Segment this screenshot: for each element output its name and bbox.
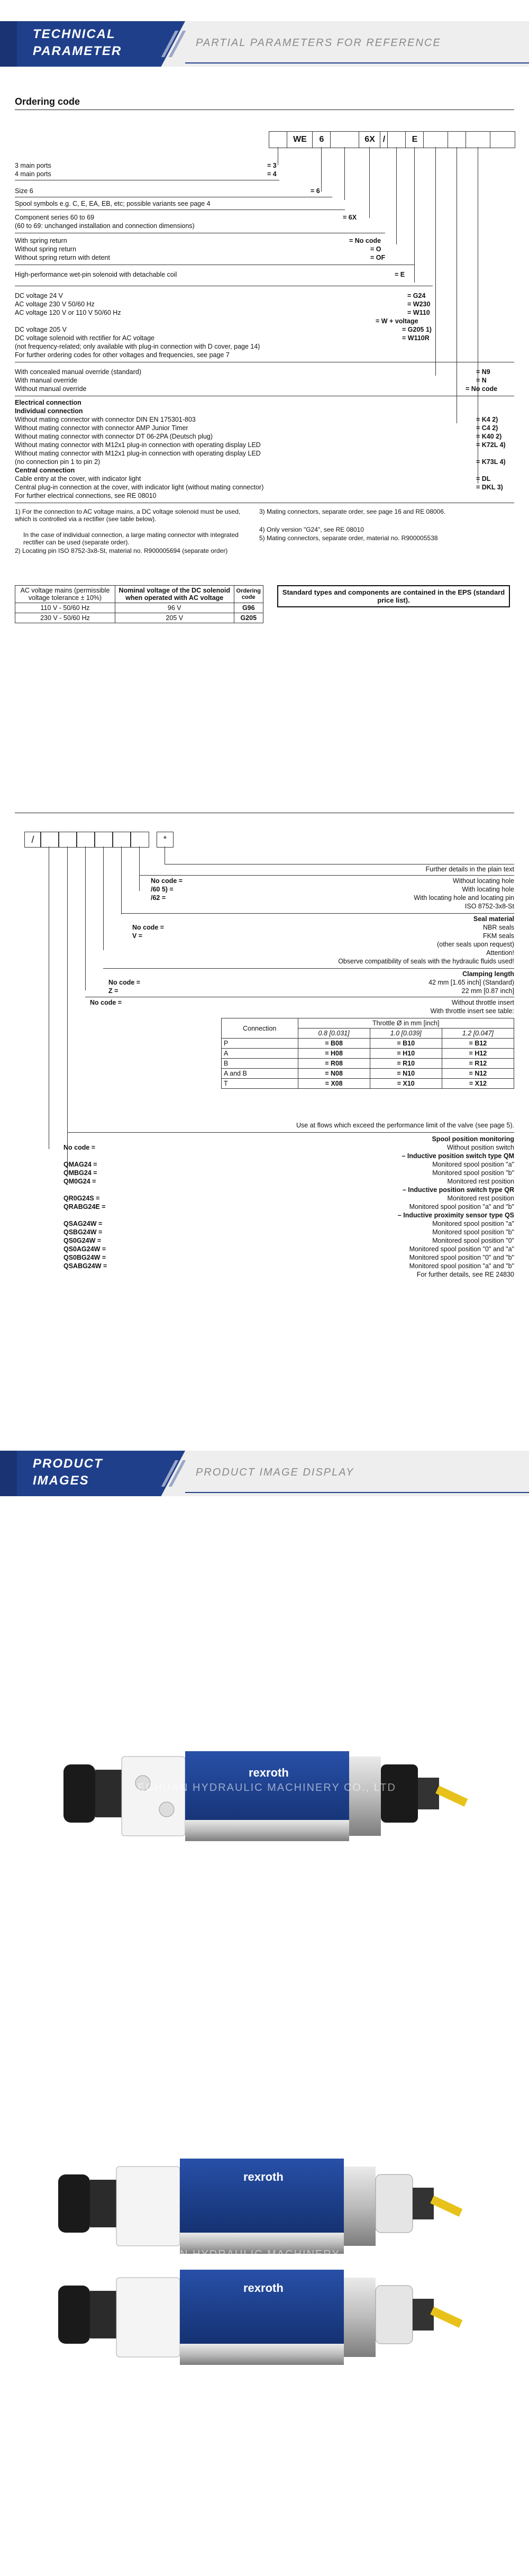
list-item-label: Monitored spool position "0" and "a": [409, 1245, 514, 1253]
list-item-label: Without mating connector with connector DT 06-2PA (Deutsch plug): [15, 433, 213, 440]
list-item-label: 4 main ports: [15, 170, 51, 178]
list-item-label: Monitored spool position "b": [432, 1169, 514, 1177]
code-box-we: WE: [287, 131, 313, 148]
list-item-label: DC voltage solenoid with rectifier for AC voltage: [15, 334, 155, 342]
table-header: 1.2 [0.047]: [442, 1028, 514, 1039]
table-row: [15, 613, 263, 623]
list-item-code: QS0BG24W =: [63, 1254, 106, 1261]
list-item-code: = No code: [349, 237, 381, 244]
code-box-voltage: [423, 131, 449, 148]
footnote: 4) Only version "G24", see RE 08010: [259, 526, 364, 533]
table-header: Connection: [222, 1018, 298, 1039]
list-item-label: With locating hole and locating pin: [414, 894, 514, 902]
list-item-label: Without spring return with detent: [15, 254, 110, 261]
list-item-code: No code =: [132, 924, 165, 931]
list-item-label: With spring return: [15, 237, 67, 244]
list-item-code: = N: [476, 377, 487, 384]
throttle-table: [221, 1018, 514, 1089]
table-row: P = B08 = B10 = B12: [222, 1039, 514, 1049]
code-box-spring: [387, 131, 406, 148]
brand-label: rexroth: [249, 1766, 289, 1779]
section-subheading: – Inductive proximity sensor type QS: [397, 1212, 514, 1219]
table-cell: 230 V - 50/60 Hz: [15, 613, 115, 623]
list-item-code: = K73L 4): [476, 458, 506, 466]
list-item-label: Central plug-in connection at the cover, with indicator light (without mating connector): [15, 484, 264, 491]
voltage-table: [15, 585, 263, 623]
list-item-code: = K40 2): [476, 433, 502, 440]
product-images-banner: [0, 1451, 529, 1496]
code-box-e: E: [405, 131, 424, 148]
list-item-label: With manual override: [15, 377, 78, 384]
list-item-code: QSBG24W =: [63, 1228, 103, 1236]
list-item-code: QSABG24W =: [63, 1262, 107, 1270]
list-item-code: QRABG24E =: [63, 1203, 106, 1210]
code-box-connection: [466, 131, 491, 148]
list-item-label: Component series 60 to 69: [15, 214, 95, 221]
list-item-code: QR0G24S =: [63, 1195, 100, 1202]
section-heading: Spool position monitoring: [432, 1135, 514, 1143]
list-item-label: Without mating connector with M12x1 plug-in connection with operating display LED: [15, 450, 261, 457]
section-heading: Electrical connection: [15, 399, 81, 406]
list-item-label: Monitored spool position "0": [432, 1237, 514, 1244]
watermark: ECHUAN HYDRAULIC MACHINERY CO., LTD: [138, 2249, 396, 2260]
list-item-code: No code =: [151, 877, 183, 885]
list-item-label: Attention!: [486, 949, 514, 957]
list-item-label: Cable entry at the cover, with indicator light: [15, 475, 141, 483]
list-item-label: (no connection pin 1 to pin 2): [15, 458, 101, 466]
list-item-code: /62 =: [151, 894, 166, 902]
list-item-code: = DL: [476, 475, 491, 483]
list-item-label: Without spring return: [15, 245, 77, 253]
banner-title-line1: TECHNICAL: [33, 27, 116, 41]
table-row: A and B = N08 = N10 = N12: [222, 1069, 514, 1079]
list-item-code: /60 5) =: [151, 886, 174, 893]
list-item-label: Monitored rest position: [447, 1195, 514, 1202]
table-cell: 110 V - 50/60 Hz: [15, 603, 115, 613]
list-item-label: Monitored rest position: [447, 1178, 514, 1185]
throttle-note: Use at flows which exceed the performance limit of the valve (see page 5).: [296, 1122, 514, 1129]
table-header: AC voltage mains (permissible voltage tolerance ± 10%): [15, 586, 115, 603]
section-heading: Seal material: [473, 915, 514, 923]
product-photo-double-valve: [48, 2137, 492, 2391]
list-item-code: = 4: [267, 170, 277, 178]
table-row: [15, 603, 263, 613]
list-item-code: QSAG24W =: [63, 1220, 103, 1227]
watermark: ECHUAN HYDRAULIC MACHINERY CO., LTD: [138, 1782, 396, 1794]
list-item-code: No code =: [63, 1144, 96, 1151]
technical-parameter-banner: [0, 21, 529, 67]
banner-title-line2: PARAMETER: [33, 44, 122, 58]
eps-callout: Standard types and components are contained in the EPS (standard price list).: [277, 585, 510, 607]
list-item-code: = W110R: [402, 334, 430, 342]
section-subheading: Central connection: [15, 467, 75, 474]
table-header: Nominal voltage of the DC solenoid when operated with AC voltage: [115, 586, 234, 603]
table-header: 1.0 [0.039]: [370, 1028, 442, 1039]
footnote: In the case of individual connection, a large mating connector with integrated rectifier can be used (separate order).: [23, 531, 239, 546]
list-item-label: Without throttle insert: [451, 999, 514, 1006]
brand-label: rexroth: [243, 2281, 284, 2295]
list-item-label: (60 to 69: unchanged installation and connection dimensions): [15, 222, 195, 230]
list-item-label: Observe compatibility of seals with the hydraulic fluids used!: [338, 958, 514, 965]
banner-subtitle: PARTIAL PARAMETERS FOR REFERENCE: [196, 37, 441, 49]
list-item-code: = 6: [311, 187, 320, 195]
list-item-code: = K72L 4): [476, 441, 506, 449]
list-item-label: Monitored spool position "a" and "b": [409, 1262, 514, 1270]
code-box-symbol: [330, 131, 360, 148]
list-item-code: No code =: [90, 999, 122, 1006]
list-item-code: = No code: [466, 385, 498, 393]
list-item-code: = E: [395, 271, 405, 278]
list-item-code: Z =: [108, 987, 118, 995]
list-item-label: For further ordering codes for other voltages and frequencies, see page 7: [15, 351, 230, 359]
list-item-label: AC voltage 230 V 50/60 Hz: [15, 301, 95, 308]
brand-label: rexroth: [243, 2170, 284, 2183]
list-item-label: Without manual override: [15, 385, 87, 393]
list-item-label: Without mating connector with M12x1 plug-in connection with operating display LED: [15, 441, 261, 449]
list-item-label: Without locating hole: [452, 877, 514, 885]
table-row: T = X08 = X10 = X12: [222, 1079, 514, 1089]
list-item-label: With concealed manual override (standard): [15, 368, 142, 376]
list-item-label: Monitored spool position "a": [432, 1161, 514, 1168]
table-cell: G96: [234, 603, 263, 613]
code-box-override: [448, 131, 467, 148]
list-item-label: Without position switch: [446, 1144, 514, 1151]
list-item-code: QS0AG24W =: [63, 1245, 106, 1253]
product-photo-single-valve: [48, 1714, 492, 1862]
banner-title-line2: IMAGES: [33, 1473, 89, 1488]
list-item-code: QS0G24W =: [63, 1237, 102, 1244]
list-item-label: Further details in the plain text: [425, 866, 514, 873]
list-item-label: High-performance wet-pin solenoid with detachable coil: [15, 271, 177, 278]
table-cell: 96 V: [115, 603, 234, 613]
list-item-label: 42 mm [1.65 inch] (Standard): [428, 979, 514, 986]
section-heading: Clamping length: [462, 970, 514, 978]
banner-title-line1: PRODUCT: [33, 1457, 103, 1471]
list-item-label: AC voltage 120 V or 110 V 50/60 Hz: [15, 309, 121, 316]
banner-subtitle: PRODUCT IMAGE DISPLAY: [196, 1467, 354, 1478]
list-item-label: NBR seals: [482, 924, 514, 931]
list-item-code: = OF: [370, 254, 386, 261]
code-box-star: *: [157, 832, 174, 848]
list-item-code: = G24: [407, 292, 426, 299]
list-item-label: Monitored spool position "b": [432, 1228, 514, 1236]
section-subheading: Individual connection: [15, 407, 83, 415]
list-item-code: QMAG24 =: [63, 1161, 97, 1168]
footnote: 1) For the connection to AC voltage mains, a DC voltage solenoid must be used, which is controlled via a rectifier (see table below).: [15, 508, 241, 523]
list-item-label: 22 mm [0.87 inch]: [461, 987, 514, 995]
list-item-code: = W110: [407, 309, 430, 316]
list-item-label: FKM seals: [482, 932, 514, 940]
list-item-label: With locating hole: [462, 886, 514, 893]
list-item-label: For further electrical connections, see RE 08010: [15, 492, 157, 499]
list-item-label: DC voltage 24 V: [15, 292, 63, 299]
list-item-label: Without mating connector with connector AMP Junior Timer: [15, 424, 188, 432]
list-item-label: (other seals upon request): [437, 941, 514, 948]
code-box-6x: 6X: [359, 131, 381, 148]
footnote: 2) Locating pin ISO 8752-3x8-St, material no. R900005694 (separate order): [15, 547, 228, 554]
code-box-slash: /: [380, 131, 388, 148]
list-item-label: Without mating connector with connector DIN EN 175301-803: [15, 416, 196, 423]
list-item-code: = K4 2): [476, 416, 498, 423]
list-item-label: Monitored spool position "a" and "b": [409, 1203, 514, 1210]
list-item-label: ISO 8752-3x8-St: [464, 903, 514, 910]
list-item-code: QMBG24 =: [63, 1169, 97, 1177]
list-item-label: For further details, see RE 24830: [416, 1271, 514, 1278]
list-item-code: No code =: [108, 979, 141, 986]
list-item-code: = C4 2): [476, 424, 498, 432]
list-item-label: Monitored spool position "0" and "b": [409, 1254, 514, 1261]
code-box-extra: [490, 131, 515, 148]
list-item-label: Monitored spool position "a": [432, 1220, 514, 1227]
list-item-code: = 3: [267, 162, 277, 169]
list-item-label: DC voltage 205 V: [15, 326, 67, 333]
list-item-code: QM0G24 =: [63, 1178, 96, 1185]
list-item-label: With throttle insert see table:: [430, 1007, 514, 1015]
table-row: A = H08 = H10 = H12: [222, 1049, 514, 1059]
list-item-label: Spool symbols e.g. C, E, EA, EB, etc; possible variants see page 4: [15, 200, 211, 207]
table-cell: 205 V: [115, 613, 234, 623]
list-item-code: = DKL 3): [476, 484, 503, 491]
list-item-code: = 6X: [343, 214, 357, 221]
list-item-code: = N9: [476, 368, 490, 376]
list-item-label: 3 main ports: [15, 162, 51, 169]
list-item-code: = W + voltage: [376, 317, 418, 325]
table-header: Throttle Ø in mm [inch]: [298, 1018, 514, 1028]
footnote: 5) Mating connectors, separate order, material no. R900005538: [259, 534, 438, 542]
table-header: Ordering code: [234, 586, 263, 603]
list-item-code: = O: [370, 245, 381, 253]
table-header: 0.8 [0.031]: [298, 1028, 370, 1039]
list-item-label: Size 6: [15, 187, 33, 195]
list-item-code: V =: [132, 932, 143, 940]
section-subheading: – Inductive position switch type QM: [402, 1152, 514, 1160]
list-item-code: = W230: [407, 301, 431, 308]
code-box-1: [269, 131, 288, 148]
code-box-6: 6: [312, 131, 331, 148]
footnote: 3) Mating connectors, separate order, see page 16 and RE 08006.: [259, 508, 446, 515]
list-item-code: = G205 1): [402, 326, 432, 333]
section-subheading: – Inductive position switch type QR: [402, 1186, 514, 1194]
ordering-code-heading: Ordering code: [15, 96, 80, 107]
list-item-label: (not frequency-related; only available with plug-in connection with D cover, page 14): [15, 343, 260, 350]
table-cell: G205: [234, 613, 263, 623]
table-row: B = R08 = R10 = R12: [222, 1059, 514, 1069]
